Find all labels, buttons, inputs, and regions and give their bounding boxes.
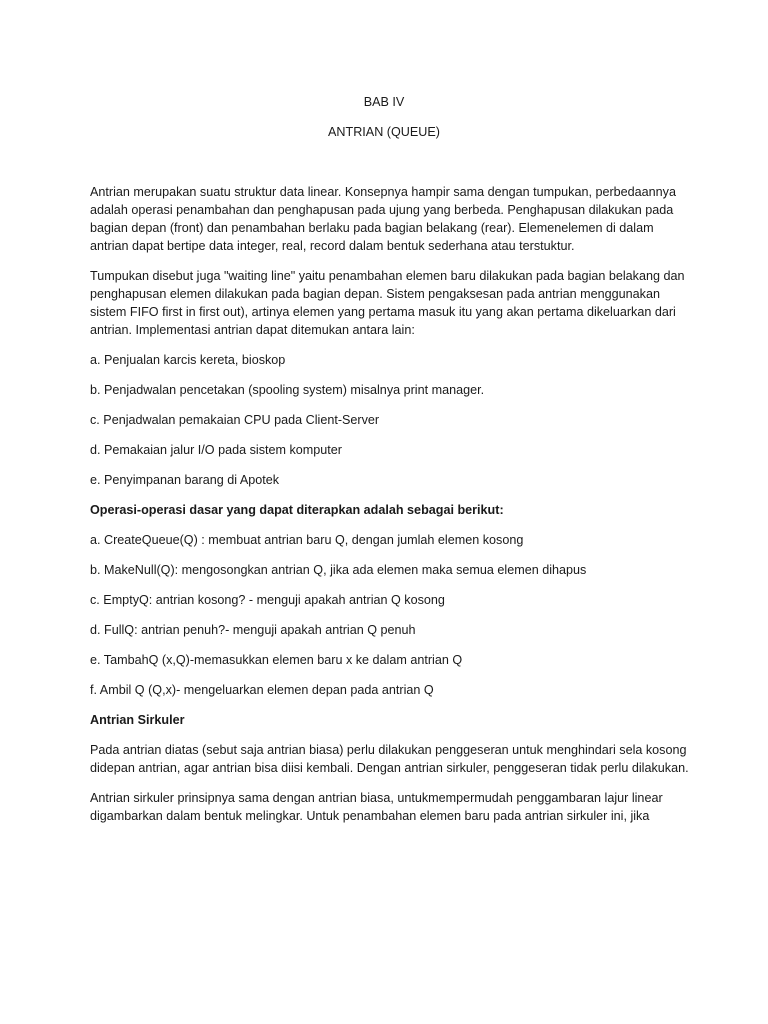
example-item: e. Penyimpanan barang di Apotek (90, 473, 280, 487)
example-item: c. Penjadwalan pemakaian CPU pada Client-Server (90, 413, 380, 427)
example-item: a. Penjualan karcis kereta, bioskop (90, 353, 286, 367)
operation-item: d. FullQ: antrian penuh?- menguji apakah antrian Q penuh (90, 623, 416, 637)
operation-item: f. Ambil Q (Q,x)- mengeluarkan elemen depan pada antrian Q (90, 683, 434, 697)
second-paragraph: Tumpukan disebut juga "waiting line" yaitu penambahan elemen baru dilakukan pada bagian belakang dan penghapusan elemen dilakukan pada bagian depan. Sistem pengaksesan pada antrian menggunakan sistem FIFO first in first out), artinya elemen yang pertama masuk itu yang akan pertama dikeluarkan dari antrian. Implementasi antrian dapat ditemukan antara lain: (90, 269, 685, 337)
document-body (90, 183, 690, 837)
operation-item: b. MakeNull(Q): mengosongkan antrian Q, jika ada elemen maka semua elemen dihapus (90, 563, 587, 577)
intro-paragraph: Antrian merupakan suatu struktur data linear. Konsepnya hampir sama dengan tumpukan, perbedaannya adalah operasi penambahan dan penghapusan pada ujung yang berbeda. Penghapusan dilakukan pada bagian depan (front) dan penambahan berlaku pada bagian belakang (rear). Elemenelemen di dalam antrian dapat bertipe data integer, real, record dalam bentuk sederhana atau terstuktur. (90, 185, 676, 253)
circular-paragraph-1: Pada antrian diatas (sebut saja antrian biasa) perlu dilakukan penggeseran untuk menghindari sela kosong didepan antrian, agar antrian bisa diisi kembali. Dengan antrian sirkuler, penggeseran tidak perlu dilakukan. (90, 743, 689, 775)
operation-item: a. CreateQueue(Q) : membuat antrian baru Q, dengan jumlah elemen kosong (90, 533, 524, 547)
example-item: d. Pemakaian jalur I/O pada sistem komputer (90, 443, 342, 457)
operation-item: c. EmptyQ: antrian kosong? - menguji apakah antrian Q kosong (90, 593, 445, 607)
chapter-label: BAB IV (363, 95, 405, 109)
chapter-title: ANTRIAN (QUEUE) (328, 125, 440, 139)
circular-heading: Antrian Sirkuler (90, 713, 185, 727)
example-item: b. Penjadwalan pencetakan (spooling system) misalnya print manager. (90, 383, 485, 397)
circular-paragraph-2: Antrian sirkuler prinsipnya sama dengan antrian biasa, untukmempermudah penggambaran lajur linear digambarkan dalam bentuk melingkar. Untuk penambahan elemen baru pada antrian sirkuler ini, jika (90, 791, 663, 823)
operation-item: e. TambahQ (x,Q)-memasukkan elemen baru x ke dalam antrian Q (90, 653, 463, 667)
operations-heading: Operasi-operasi dasar yang dapat diterapkan adalah sebagai berikut: (90, 503, 504, 517)
